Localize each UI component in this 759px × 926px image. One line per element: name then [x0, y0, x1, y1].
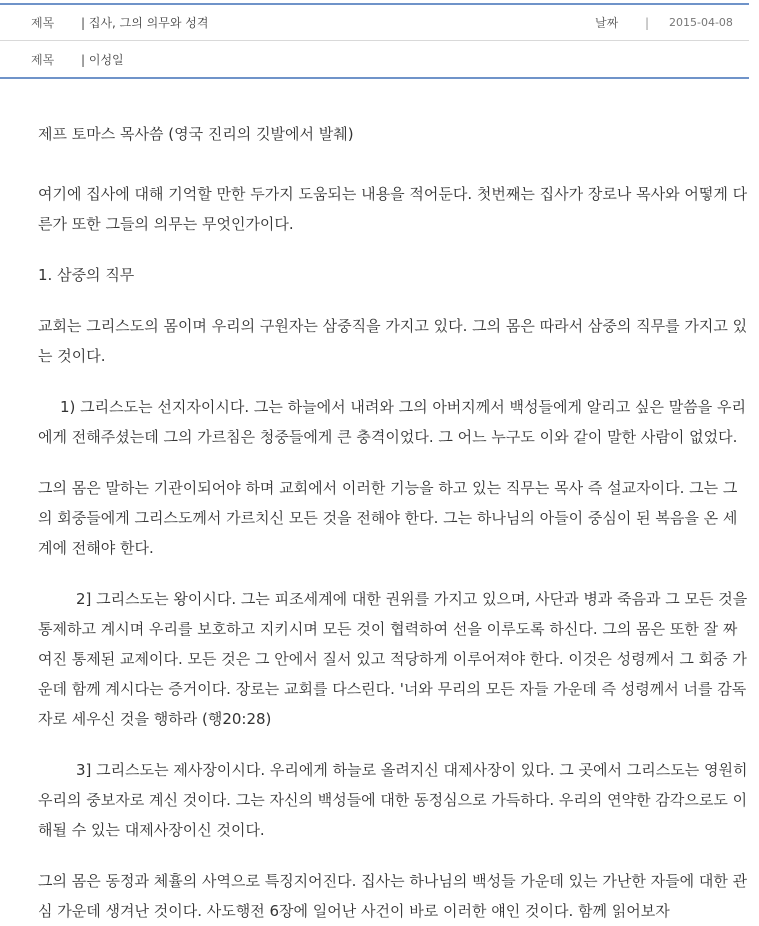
paragraph-point-1: 1) 그리스도는 선지자이시다. 그는 하늘에서 내려와 그의 아버지께서 백성들에게 알리고 싶은 말씀을 우리에게 전해주셨는데 그의 가르침은 청중들에게 큰 충격이었다. 그 어느 누구도 이와 같이 말한 사람이 없었다.	[38, 398, 746, 446]
title-label: 제목	[31, 16, 55, 30]
date-separator: |	[645, 15, 650, 30]
title-row	[0, 5, 749, 41]
paragraph-point-2: 2] 그리스도는 왕이시다. 그는 피조세계에 대한 권위를 가지고 있으며, 사단과 병과 죽음과 그 모든 것을 통제하고 계시며 우리를 보호하고 지키시며 모든 것이 협력하여 선을 이루도록 하신다. 그의 몸은 또한 잘 짜여진 통제된 교제이다. 모든 것은 그 안에서 질서 있고 적당하게 이루어져야 한다. 이것은 성령께서 그 회중 가운데 함께 계시다는 증거이다. 장로는 교회를 다스린다. '너와 무리의 모든 자들 가운데 즉 성령께서 너를 감독자로 세우신 것을 행하라 (행20:28)	[38, 590, 748, 728]
paragraph-point-3: 3] 그리스도는 제사장이시다. 우리에게 하늘로 올려지신 대제사장이 있다. 그 곳에서 그리스도는 영원히 우리의 중보자로 계신 것이다. 그는 자신의 백성들에 대한 동정심으로 가득하다. 우리의 연약한 감각으로도 이해될 수 있는 대제사장이신 것이다.	[38, 761, 748, 839]
paragraph: 교회는 그리스도의 몸이며 우리의 구원자는 삼중직을 가지고 있다. 그의 몸은 따라서 삼중의 직무를 가지고 있는 것이다.	[38, 317, 748, 365]
article-body	[0, 79, 759, 926]
section-heading: 1. 삼중의 직무	[38, 266, 135, 284]
paragraph-intro: 여기에 집사에 대해 기억할 만한 두가지 도움되는 내용을 적어둔다. 첫번째는 집사가 장로나 목사와 어떻게 다른가 또한 그들의 의무는 무엇인가이다.	[38, 185, 748, 233]
article-source: 제프 토마스 목사씀 (영국 진리의 깃발에서 발췌)	[38, 125, 354, 143]
date-value: 2015-04-08	[669, 16, 733, 29]
post-meta-table	[0, 3, 749, 79]
author-label: 제목	[31, 52, 55, 67]
author-row	[0, 41, 749, 77]
author-value: | 이성일	[81, 52, 124, 67]
paragraph: 그의 몸은 말하는 기관이되어야 하며 교회에서 이러한 기능을 하고 있는 직무는 목사 즉 설교자이다. 그는 그의 회중들에게 그리스도께서 가르치신 모든 것을 전해야 한다. 그는 하나님의 아들이 중심이 된 복음을 온 세계에 전해야 한다.	[38, 479, 738, 557]
title-value: | 집사, 그의 의무와 성격	[81, 16, 209, 30]
paragraph: 그의 몸은 동정과 체휼의 사역으로 특징지어진다. 집사는 하나님의 백성들 가운데 있는 가난한 자들에 대한 관심 가운데 생겨난 것이다. 사도행전 6장에 일어난 사건이 바로 이러한 얘인 것이다. 함께 읽어보자	[38, 872, 748, 920]
date-label: 날짜	[595, 16, 619, 30]
